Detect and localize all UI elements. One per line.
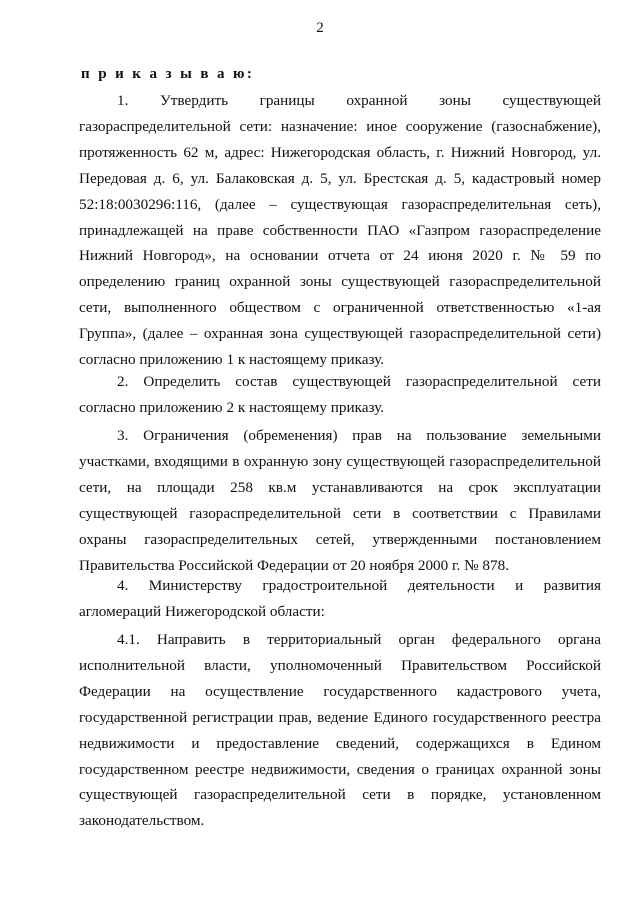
order-heading: п р и к а з ы в а ю: [81,66,255,82]
paragraph-2: 2. Определить состав существующей газораспределительной сети согласно приложению 2 к настоящему приказу. [79,373,601,416]
page-number: 2 [316,20,324,36]
paragraph-4: 4. Министерству градостроительной деятельности и развития агломераций Нижегородской области: [79,577,601,620]
paragraph-3: 3. Ограничения (обременения) прав на пользование земельными участками, входящими в охранную зону существующей газораспределительной сети, на площади 258 кв.м устанавливаются на срок эксплуатации существующей газораспределительной сети в соответствии с Правилами охраны газораспределительных сетей, утвержденными постановлением Правительства Российской Федерации от 20 ноября 2000 г. № 878. [79,427,601,574]
paragraph-4-1: 4.1. Направить в территориальный орган федерального органа исполнительной власти, уполномоченный Правительством Российской Федерации на осуществление государственного кадастрового учета, государственной регистрации прав, ведение Единого государственного реестра недвижимости и предоставление сведений, содержащихся в Едином государственном реестре недвижимости, сведения о границах охранной зоны существующей газораспределительной сети в порядке, установленном законодательством. [79,631,601,830]
paragraph-1: 1. Утвердить границы охранной зоны существующей газораспределительной сети: назначение: иное сооружение (газоснабжение), протяженность 62 м, адрес: Нижегородская область, г. Нижний Новгород, ул. Передовая д. 6, ул. Балаковская д. 5, ул. Брестская д. 5, кадастровый номер 52:18:0030296:116, (далее – существующая газораспределительная сеть), принадлежащей на праве собственности ПАО «Газпром газораспределение Нижний Новгород», на основании отчета от 24 июня 2020 г. № 59 по определению границ охранной зоны существующей газораспределительной сети, выполненного обществом с ограниченной ответственностью «1-ая Группа», (далее – охранная зона существующей газораспределительной сети) согласно приложению 1 к настоящему приказу. [79,92,601,369]
